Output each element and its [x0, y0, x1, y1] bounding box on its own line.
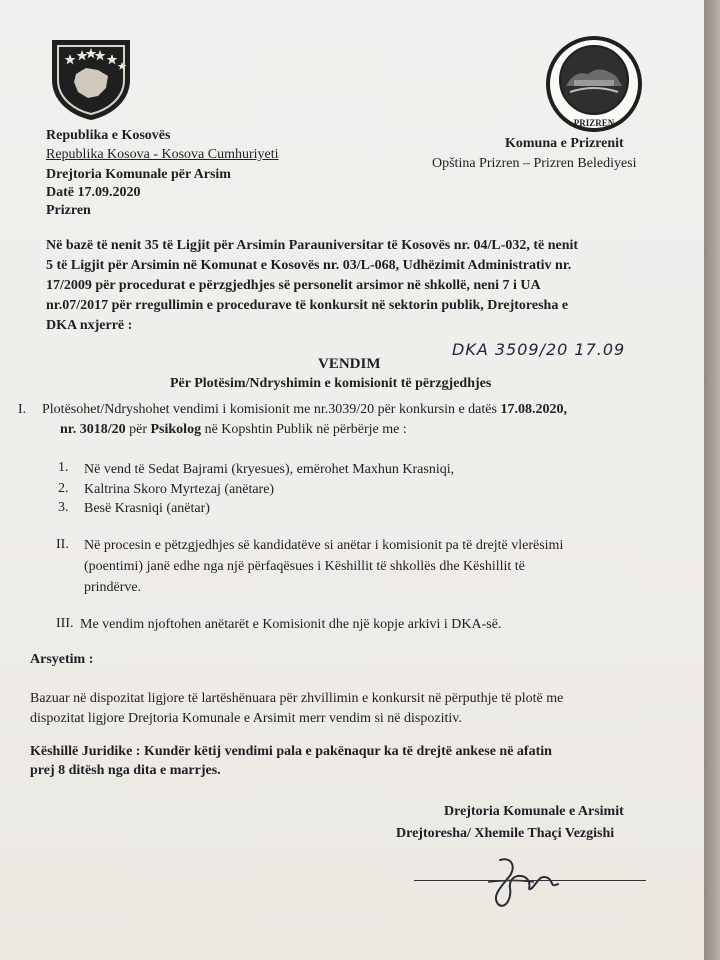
seal-text: PRIZREN: [573, 118, 615, 128]
signature-line: [414, 880, 646, 881]
member-2-text: Kaltrina Skoro Myrtezaj (anëtare): [84, 482, 275, 497]
section-1-line-2: nr. 3018/20 për Psikolog në Kopshtin Publik në përbërje me :: [60, 422, 407, 437]
section-1-numeral: I.: [18, 402, 27, 417]
header-municipality-multilingual: Opština Prizren – Prizren Belediyesi: [432, 156, 637, 171]
member-2-number: 2.: [58, 481, 69, 496]
member-3-text: Besë Krasniqi (anëtar): [84, 501, 210, 516]
member-1-text: Në vend të Sedat Bajrami (kryesues), emërohet Maxhun Krasniqi,: [84, 462, 455, 477]
section-2-line-1: Në procesin e pëtzgjedhjes së kandidatëve si anëtar i komisionit pa të drejtë vlerësimi: [84, 538, 564, 553]
section-2-line-3: prindërve.: [84, 580, 142, 595]
legal-advice-line-2: prej 8 ditësh nga dita e marrjes.: [30, 763, 221, 778]
intro-line-4: nr.07/2017 për rregullimin e procedurave të konkursit në sektorin publik, Drejtoresha e: [46, 298, 569, 313]
header-date: Datë 17.09.2020: [46, 185, 141, 200]
reasoning-title: Arsyetim :: [30, 652, 94, 667]
intro-line-3: 17/2009 për procedurat e përzgjedhjes së personelit arsimor në shkollë, neni 7 i UA: [46, 278, 541, 293]
member-3-number: 3.: [58, 500, 69, 515]
header-city: Prizren: [46, 203, 91, 218]
intro-line-2: 5 të Ligjit për Arsimin në Komunat e Kosovës nr. 03/L-068, Udhëzimit Administrativ nr.: [46, 258, 572, 273]
header-republic-multilingual: Republika Kosova - Kosova Cumhuriyeti: [46, 147, 279, 162]
section-2-numeral: II.: [56, 537, 69, 552]
header-municipality: Komuna e Prizrenit: [505, 136, 624, 151]
legal-advice-line-1: Këshillë Juridike : Kundër këtij vendimi pala e pakënaqur ka të drejtë ankese në afatin: [30, 744, 552, 759]
signature-director-name: Drejtoresha/ Xhemile Thaçi Vezgishi: [396, 826, 615, 841]
header-republic-line: Republika e Kosovës: [46, 128, 171, 143]
section-1-line-1: Plotësohet/Ndryshohet vendimi i komisionit me nr.3039/20 për konkursin e datës 17.08.2020,: [42, 402, 567, 417]
signature-directorate: Drejtoria Komunale e Arsimit: [444, 804, 624, 819]
handwritten-signature-icon: [470, 852, 580, 912]
legal-advice-label: Këshillë Juridike :: [30, 744, 141, 759]
member-1-number: 1.: [58, 460, 69, 475]
section-3-text: Me vendim njoftohen anëtarët e Komisionit dhe një kopje arkivi i DKA-së.: [80, 617, 502, 632]
section-3-numeral: III.: [56, 616, 74, 631]
reasoning-line-2: dispozitat ligjore Drejtoria Komunale e Arsimit merr vendim si në dispozitiv.: [30, 711, 462, 726]
intro-line-5: DKA nxjerrë :: [46, 318, 133, 333]
header-directorate: Drejtoria Komunale për Arsim: [46, 167, 231, 182]
decision-title: VENDIM: [318, 356, 381, 372]
paper-edge-shadow: [704, 0, 720, 960]
kosovo-emblem-icon: [48, 36, 134, 122]
handwritten-protocol-note: DKA 3509/20 17.09: [452, 340, 626, 359]
prizren-seal-icon: [544, 34, 644, 134]
section-2-line-2: (poentimi) janë edhe nga një përfaqësues i Këshillit të shkollës dhe Këshillit të: [84, 559, 525, 574]
decision-subtitle: Për Plotësim/Ndryshimin e komisionit të përzgjedhjes: [170, 376, 492, 391]
reasoning-line-1: Bazuar në dispozitat ligjore të lartëshënuara për zhvillimin e konkursit në përputhje të plotë me: [30, 691, 564, 706]
intro-line-1: Në bazë të nenit 35 të Ligjit për Arsimin Parauniversitar të Kosovës nr. 04/L-032, të nenit: [46, 238, 579, 253]
